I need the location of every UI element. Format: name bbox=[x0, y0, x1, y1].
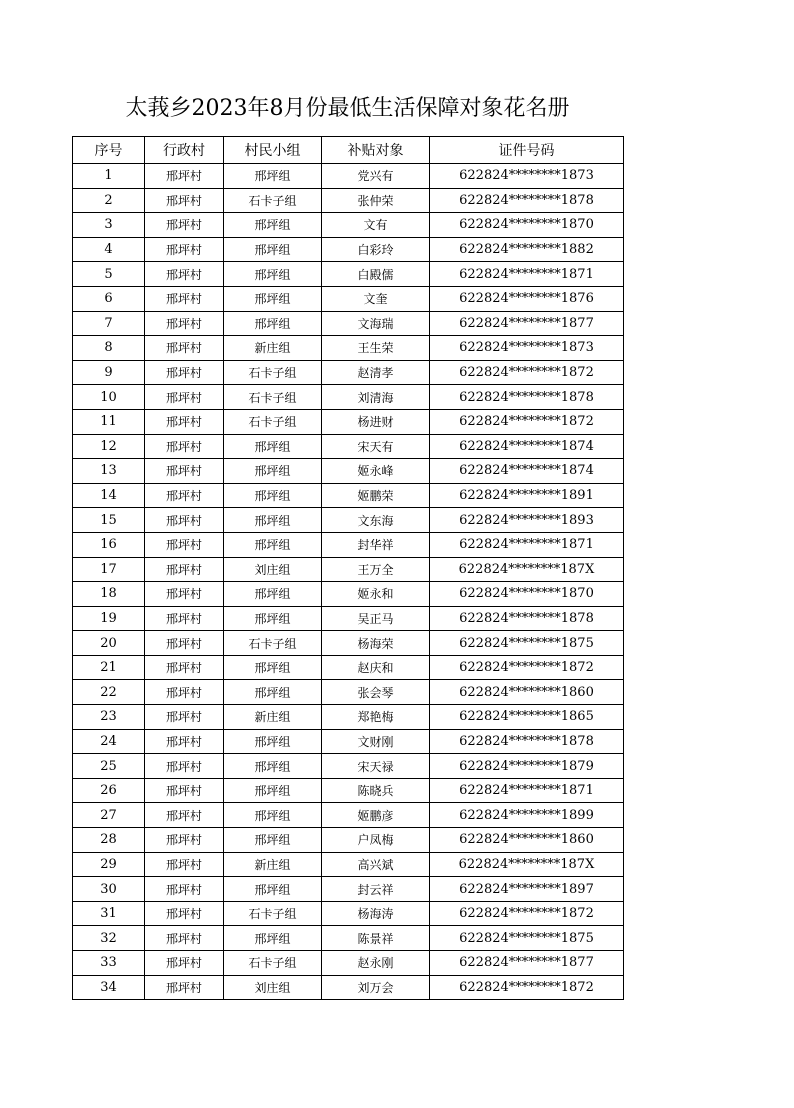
cell-village: 邢坪村 bbox=[145, 680, 224, 705]
cell-recipient: 文海瑞 bbox=[322, 311, 430, 336]
table-row bbox=[73, 237, 624, 262]
table-row bbox=[73, 828, 624, 853]
cell-group: 邢坪组 bbox=[224, 926, 322, 951]
cell-group: 邢坪组 bbox=[224, 803, 322, 828]
cell-village: 邢坪村 bbox=[145, 483, 224, 508]
cell-id-number: 622824********1875 bbox=[430, 631, 624, 656]
cell-recipient: 文财刚 bbox=[322, 729, 430, 754]
table-row bbox=[73, 409, 624, 434]
cell-id-number: 622824********1872 bbox=[430, 975, 624, 1000]
cell-recipient: 杨进财 bbox=[322, 409, 430, 434]
table-header bbox=[73, 137, 624, 164]
cell-id-number: 622824********1872 bbox=[430, 409, 624, 434]
cell-village: 邢坪村 bbox=[145, 237, 224, 262]
cell-seq: 32 bbox=[73, 926, 145, 951]
table-row bbox=[73, 754, 624, 779]
cell-village: 邢坪村 bbox=[145, 729, 224, 754]
cell-recipient: 杨海荣 bbox=[322, 631, 430, 656]
table-row bbox=[73, 557, 624, 582]
cell-recipient: 刘清海 bbox=[322, 385, 430, 410]
cell-recipient: 宋天禄 bbox=[322, 754, 430, 779]
cell-id-number: 622824********1877 bbox=[430, 951, 624, 976]
cell-seq: 6 bbox=[73, 286, 145, 311]
cell-id-number: 622824********1878 bbox=[430, 188, 624, 213]
cell-recipient: 文奎 bbox=[322, 286, 430, 311]
cell-id-number: 622824********1879 bbox=[430, 754, 624, 779]
column-header-id-number: 证件号码 bbox=[430, 137, 624, 164]
cell-recipient: 张会琴 bbox=[322, 680, 430, 705]
cell-seq: 4 bbox=[73, 237, 145, 262]
cell-group: 邢坪组 bbox=[224, 311, 322, 336]
cell-id-number: 622824********1897 bbox=[430, 877, 624, 902]
cell-group: 新庄组 bbox=[224, 336, 322, 361]
cell-village: 邢坪村 bbox=[145, 164, 224, 189]
table-row bbox=[73, 901, 624, 926]
cell-group: 邢坪组 bbox=[224, 606, 322, 631]
cell-id-number: 622824********1860 bbox=[430, 828, 624, 853]
cell-recipient: 封云祥 bbox=[322, 877, 430, 902]
cell-group: 邢坪组 bbox=[224, 483, 322, 508]
cell-id-number: 622824********1873 bbox=[430, 336, 624, 361]
cell-seq: 28 bbox=[73, 828, 145, 853]
table-body bbox=[73, 164, 624, 1000]
cell-village: 邢坪村 bbox=[145, 803, 224, 828]
cell-group: 邢坪组 bbox=[224, 508, 322, 533]
cell-group: 邢坪组 bbox=[224, 655, 322, 680]
cell-id-number: 622824********1872 bbox=[430, 901, 624, 926]
cell-group: 邢坪组 bbox=[224, 754, 322, 779]
cell-seq: 25 bbox=[73, 754, 145, 779]
cell-village: 邢坪村 bbox=[145, 951, 224, 976]
cell-seq: 24 bbox=[73, 729, 145, 754]
table-row bbox=[73, 459, 624, 484]
cell-village: 邢坪村 bbox=[145, 877, 224, 902]
cell-village: 邢坪村 bbox=[145, 360, 224, 385]
cell-id-number: 622824********1870 bbox=[430, 213, 624, 238]
cell-village: 邢坪村 bbox=[145, 606, 224, 631]
table-row bbox=[73, 483, 624, 508]
cell-seq: 5 bbox=[73, 262, 145, 287]
table-row bbox=[73, 311, 624, 336]
cell-id-number: 622824********1882 bbox=[430, 237, 624, 262]
cell-group: 石卡子组 bbox=[224, 385, 322, 410]
cell-recipient: 文有 bbox=[322, 213, 430, 238]
table-row bbox=[73, 631, 624, 656]
cell-seq: 26 bbox=[73, 778, 145, 803]
cell-group: 石卡子组 bbox=[224, 188, 322, 213]
cell-group: 邢坪组 bbox=[224, 434, 322, 459]
cell-village: 邢坪村 bbox=[145, 975, 224, 1000]
cell-id-number: 622824********1878 bbox=[430, 606, 624, 631]
column-header-recipient: 补贴对象 bbox=[322, 137, 430, 164]
cell-village: 邢坪村 bbox=[145, 188, 224, 213]
cell-seq: 19 bbox=[73, 606, 145, 631]
cell-seq: 14 bbox=[73, 483, 145, 508]
cell-id-number: 622824********1874 bbox=[430, 459, 624, 484]
cell-seq: 29 bbox=[73, 852, 145, 877]
cell-village: 邢坪村 bbox=[145, 557, 224, 582]
cell-recipient: 高兴斌 bbox=[322, 852, 430, 877]
cell-village: 邢坪村 bbox=[145, 532, 224, 557]
cell-id-number: 622824********187X bbox=[430, 557, 624, 582]
cell-group: 石卡子组 bbox=[224, 409, 322, 434]
cell-seq: 11 bbox=[73, 409, 145, 434]
table-row bbox=[73, 385, 624, 410]
cell-seq: 22 bbox=[73, 680, 145, 705]
cell-id-number: 622824********1872 bbox=[430, 360, 624, 385]
cell-village: 邢坪村 bbox=[145, 213, 224, 238]
cell-village: 邢坪村 bbox=[145, 926, 224, 951]
column-header-seq: 序号 bbox=[73, 137, 145, 164]
cell-village: 邢坪村 bbox=[145, 459, 224, 484]
table-row bbox=[73, 164, 624, 189]
cell-id-number: 622824********1871 bbox=[430, 778, 624, 803]
cell-group: 新庄组 bbox=[224, 705, 322, 730]
cell-recipient: 赵庆和 bbox=[322, 655, 430, 680]
cell-village: 邢坪村 bbox=[145, 655, 224, 680]
cell-group: 邢坪组 bbox=[224, 729, 322, 754]
cell-id-number: 622824********1877 bbox=[430, 311, 624, 336]
cell-id-number: 622824********1865 bbox=[430, 705, 624, 730]
cell-village: 邢坪村 bbox=[145, 508, 224, 533]
cell-group: 邢坪组 bbox=[224, 459, 322, 484]
cell-recipient: 姬永和 bbox=[322, 582, 430, 607]
cell-seq: 2 bbox=[73, 188, 145, 213]
cell-village: 邢坪村 bbox=[145, 778, 224, 803]
cell-seq: 23 bbox=[73, 705, 145, 730]
cell-seq: 27 bbox=[73, 803, 145, 828]
table-row bbox=[73, 360, 624, 385]
cell-seq: 13 bbox=[73, 459, 145, 484]
table-row bbox=[73, 606, 624, 631]
cell-village: 邢坪村 bbox=[145, 434, 224, 459]
cell-id-number: 622824********1873 bbox=[430, 164, 624, 189]
cell-recipient: 姬鹏荣 bbox=[322, 483, 430, 508]
cell-group: 刘庄组 bbox=[224, 557, 322, 582]
cell-seq: 12 bbox=[73, 434, 145, 459]
table-row bbox=[73, 286, 624, 311]
cell-recipient: 王万全 bbox=[322, 557, 430, 582]
page-title: 太莪乡2023年8月份最低生活保障对象花名册 bbox=[125, 96, 570, 121]
cell-seq: 10 bbox=[73, 385, 145, 410]
cell-village: 邢坪村 bbox=[145, 385, 224, 410]
cell-seq: 15 bbox=[73, 508, 145, 533]
cell-village: 邢坪村 bbox=[145, 286, 224, 311]
cell-seq: 21 bbox=[73, 655, 145, 680]
cell-seq: 3 bbox=[73, 213, 145, 238]
cell-group: 邢坪组 bbox=[224, 778, 322, 803]
table-row bbox=[73, 188, 624, 213]
cell-group: 石卡子组 bbox=[224, 951, 322, 976]
cell-village: 邢坪村 bbox=[145, 754, 224, 779]
table-row bbox=[73, 582, 624, 607]
cell-id-number: 622824********1871 bbox=[430, 262, 624, 287]
table-row bbox=[73, 336, 624, 361]
table-row bbox=[73, 532, 624, 557]
table-row bbox=[73, 655, 624, 680]
cell-recipient: 陈晓兵 bbox=[322, 778, 430, 803]
cell-group: 邢坪组 bbox=[224, 164, 322, 189]
cell-group: 石卡子组 bbox=[224, 901, 322, 926]
roster-table bbox=[72, 136, 624, 1000]
table-row bbox=[73, 213, 624, 238]
table-row bbox=[73, 729, 624, 754]
cell-seq: 8 bbox=[73, 336, 145, 361]
cell-seq: 31 bbox=[73, 901, 145, 926]
cell-recipient: 文东海 bbox=[322, 508, 430, 533]
cell-group: 邢坪组 bbox=[224, 680, 322, 705]
cell-id-number: 622824********1871 bbox=[430, 532, 624, 557]
cell-group: 邢坪组 bbox=[224, 582, 322, 607]
cell-village: 邢坪村 bbox=[145, 336, 224, 361]
cell-recipient: 宋天有 bbox=[322, 434, 430, 459]
cell-seq: 9 bbox=[73, 360, 145, 385]
header-row bbox=[73, 137, 624, 164]
cell-group: 邢坪组 bbox=[224, 237, 322, 262]
cell-recipient: 赵永刚 bbox=[322, 951, 430, 976]
table-row bbox=[73, 877, 624, 902]
cell-group: 邢坪组 bbox=[224, 213, 322, 238]
cell-group: 邢坪组 bbox=[224, 262, 322, 287]
cell-recipient: 姬鹏彦 bbox=[322, 803, 430, 828]
table-row bbox=[73, 508, 624, 533]
cell-village: 邢坪村 bbox=[145, 582, 224, 607]
cell-recipient: 白彩玲 bbox=[322, 237, 430, 262]
cell-id-number: 622824********1893 bbox=[430, 508, 624, 533]
cell-village: 邢坪村 bbox=[145, 631, 224, 656]
cell-id-number: 622824********1860 bbox=[430, 680, 624, 705]
cell-seq: 33 bbox=[73, 951, 145, 976]
table-row bbox=[73, 705, 624, 730]
cell-recipient: 封华祥 bbox=[322, 532, 430, 557]
cell-recipient: 张仲荣 bbox=[322, 188, 430, 213]
cell-seq: 7 bbox=[73, 311, 145, 336]
cell-recipient: 王生荣 bbox=[322, 336, 430, 361]
cell-group: 石卡子组 bbox=[224, 631, 322, 656]
cell-recipient: 刘万会 bbox=[322, 975, 430, 1000]
cell-id-number: 622824********1891 bbox=[430, 483, 624, 508]
cell-village: 邢坪村 bbox=[145, 852, 224, 877]
cell-seq: 18 bbox=[73, 582, 145, 607]
table-row bbox=[73, 975, 624, 1000]
cell-village: 邢坪村 bbox=[145, 901, 224, 926]
cell-group: 石卡子组 bbox=[224, 360, 322, 385]
table-row bbox=[73, 434, 624, 459]
cell-id-number: 622824********1874 bbox=[430, 434, 624, 459]
cell-group: 邢坪组 bbox=[224, 286, 322, 311]
cell-village: 邢坪村 bbox=[145, 409, 224, 434]
cell-village: 邢坪村 bbox=[145, 828, 224, 853]
cell-id-number: 622824********1878 bbox=[430, 729, 624, 754]
cell-id-number: 622824********1875 bbox=[430, 926, 624, 951]
table-row bbox=[73, 803, 624, 828]
cell-seq: 20 bbox=[73, 631, 145, 656]
cell-recipient: 党兴有 bbox=[322, 164, 430, 189]
cell-id-number: 622824********1878 bbox=[430, 385, 624, 410]
column-header-village: 行政村 bbox=[145, 137, 224, 164]
cell-recipient: 杨海涛 bbox=[322, 901, 430, 926]
cell-id-number: 622824********1872 bbox=[430, 655, 624, 680]
cell-group: 邢坪组 bbox=[224, 828, 322, 853]
table-row bbox=[73, 852, 624, 877]
cell-group: 刘庄组 bbox=[224, 975, 322, 1000]
cell-id-number: 622824********1899 bbox=[430, 803, 624, 828]
cell-seq: 16 bbox=[73, 532, 145, 557]
table-row bbox=[73, 262, 624, 287]
cell-group: 邢坪组 bbox=[224, 532, 322, 557]
cell-id-number: 622824********187X bbox=[430, 852, 624, 877]
table-row bbox=[73, 926, 624, 951]
cell-seq: 30 bbox=[73, 877, 145, 902]
cell-village: 邢坪村 bbox=[145, 311, 224, 336]
cell-village: 邢坪村 bbox=[145, 262, 224, 287]
cell-recipient: 吴正马 bbox=[322, 606, 430, 631]
table-row bbox=[73, 778, 624, 803]
table-row bbox=[73, 680, 624, 705]
cell-seq: 1 bbox=[73, 164, 145, 189]
cell-group: 新庄组 bbox=[224, 852, 322, 877]
column-header-group: 村民小组 bbox=[224, 137, 322, 164]
cell-id-number: 622824********1876 bbox=[430, 286, 624, 311]
cell-village: 邢坪村 bbox=[145, 705, 224, 730]
cell-id-number: 622824********1870 bbox=[430, 582, 624, 607]
table-row bbox=[73, 951, 624, 976]
cell-recipient: 白殿儒 bbox=[322, 262, 430, 287]
cell-recipient: 郑艳梅 bbox=[322, 705, 430, 730]
cell-seq: 34 bbox=[73, 975, 145, 1000]
cell-group: 邢坪组 bbox=[224, 877, 322, 902]
cell-seq: 17 bbox=[73, 557, 145, 582]
cell-recipient: 陈景祥 bbox=[322, 926, 430, 951]
cell-recipient: 赵清孝 bbox=[322, 360, 430, 385]
cell-recipient: 姬永峰 bbox=[322, 459, 430, 484]
cell-recipient: 户凤梅 bbox=[322, 828, 430, 853]
